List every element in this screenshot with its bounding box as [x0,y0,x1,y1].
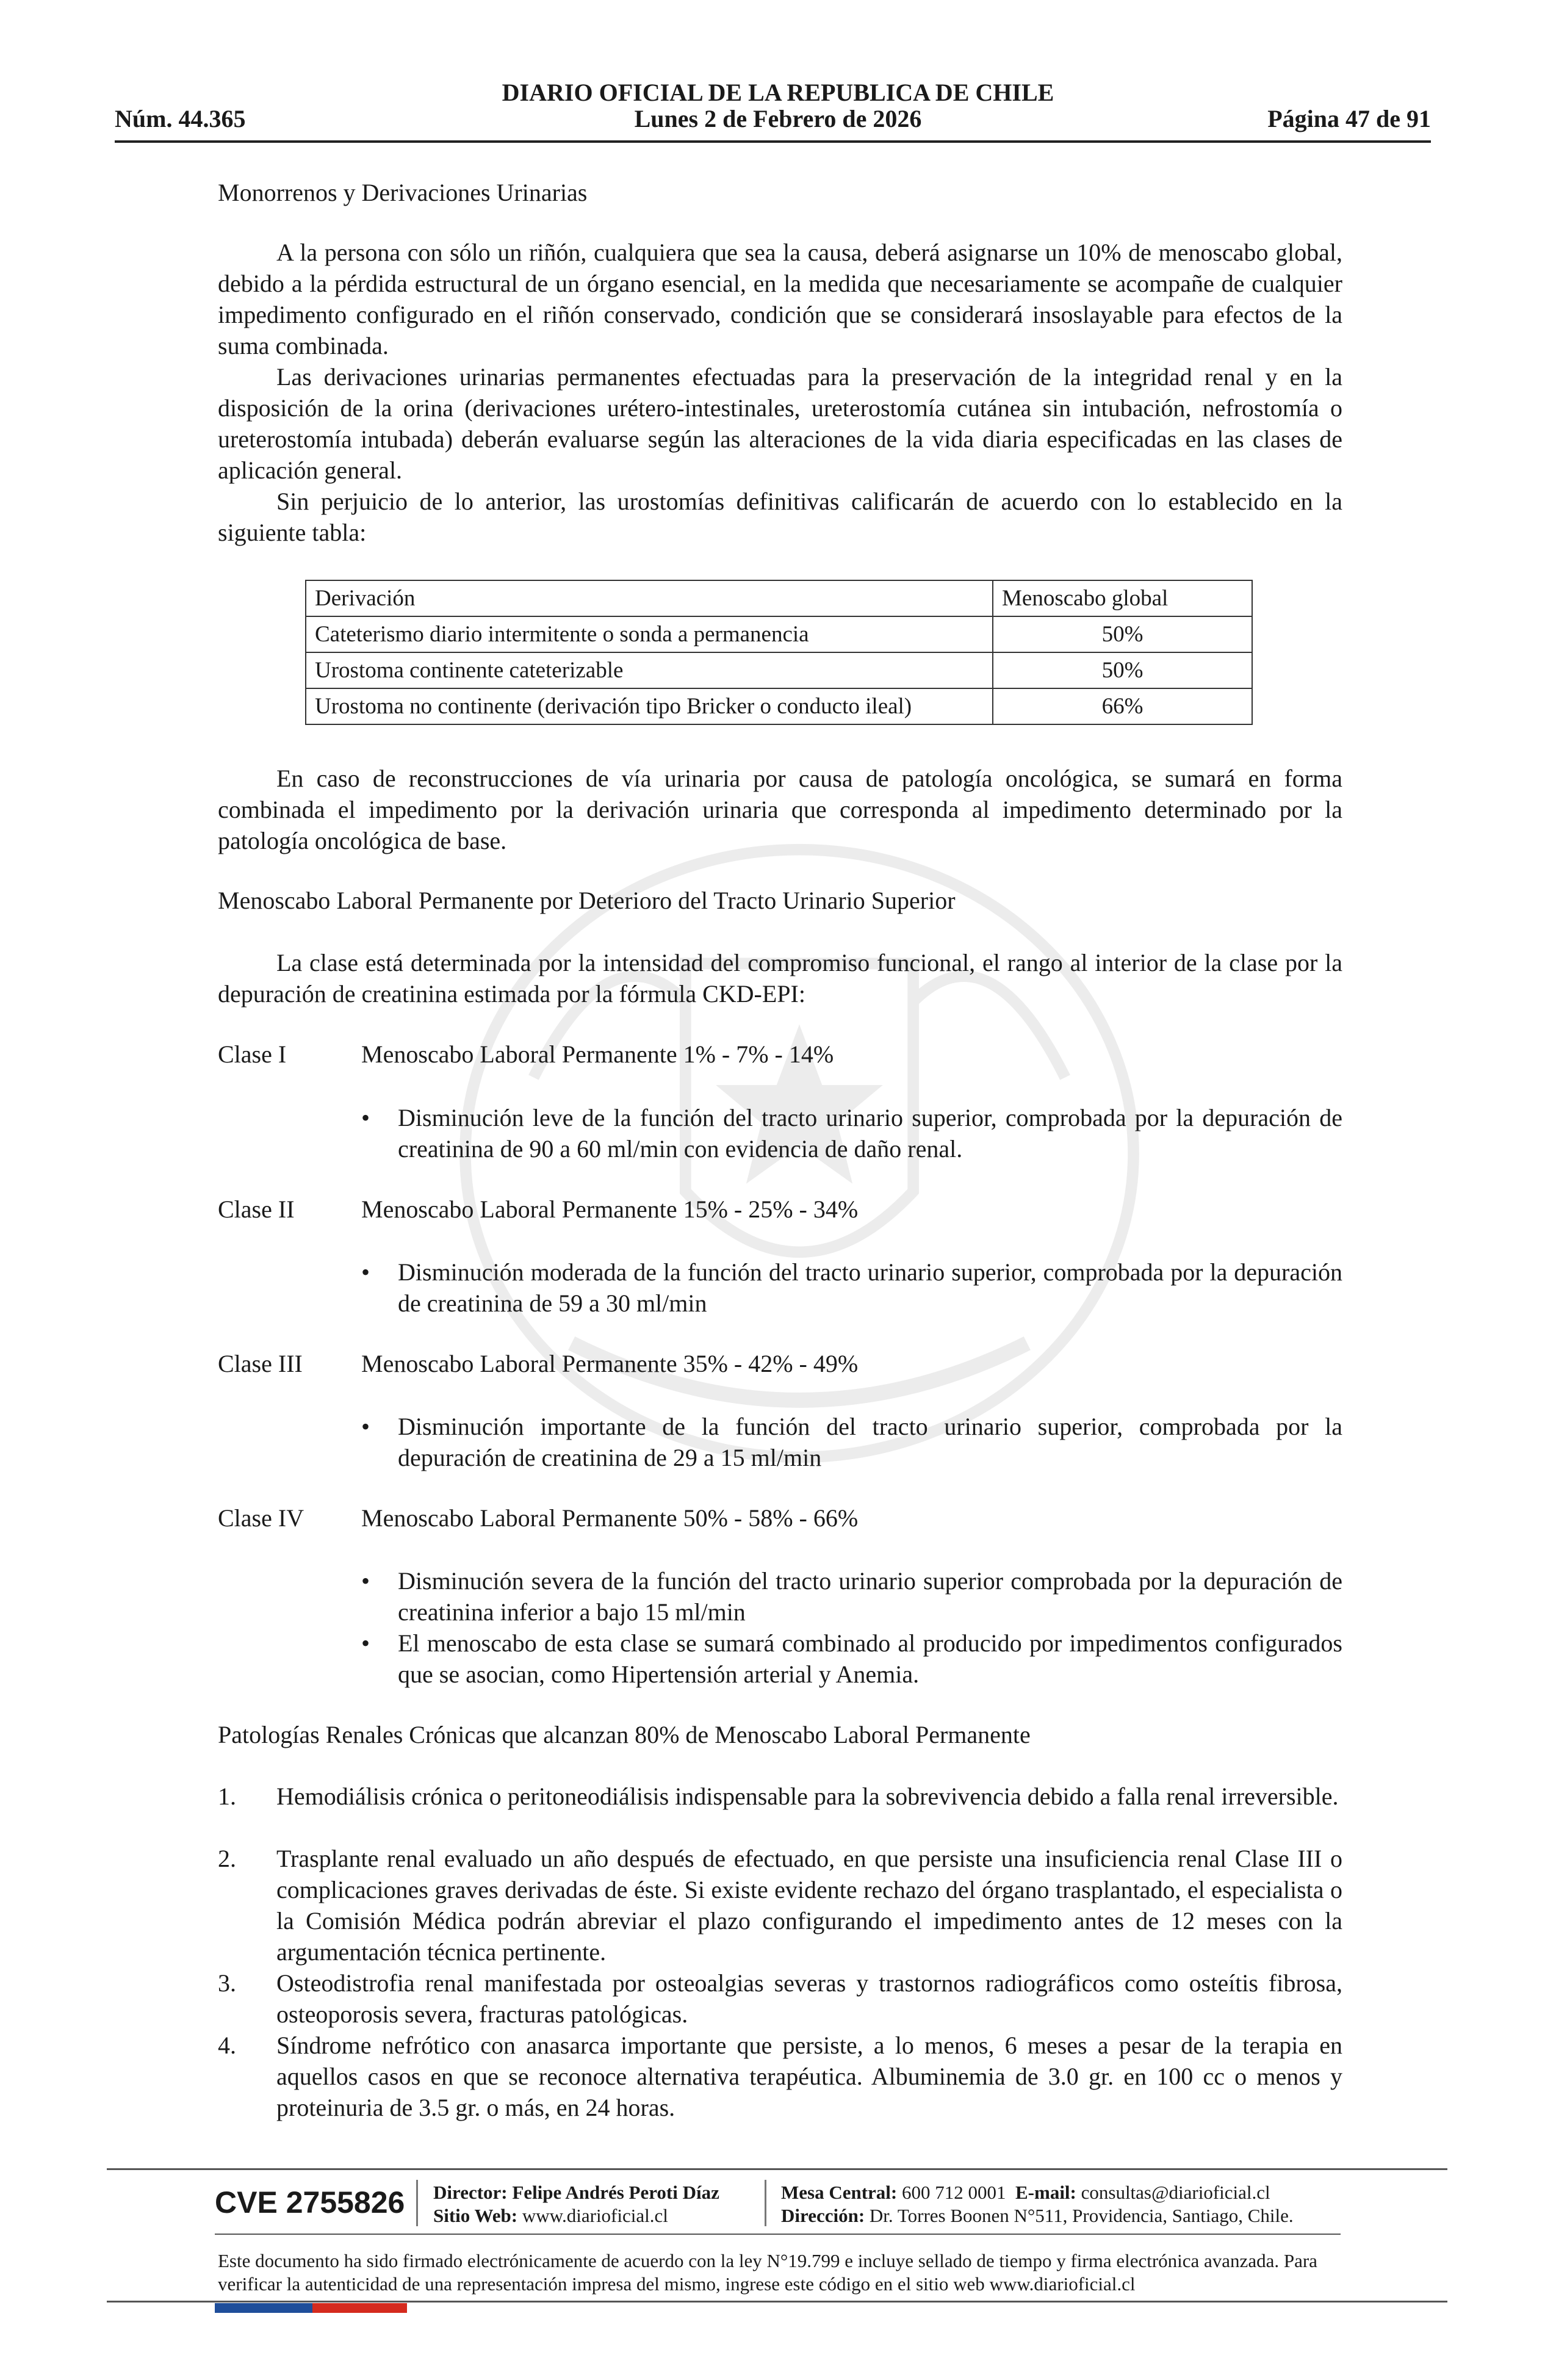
section1-paragraphs [218,237,1342,548]
table-cell-derivacion: Cateterismo diario intermitente o sonda a permanencia [306,616,993,652]
list-number: 4. [218,2032,236,2059]
class-label: Clase III [218,1350,303,1377]
email-link[interactable]: consultas@diarioficial.cl [1081,2182,1270,2203]
bullet-text: El menoscabo de esta clase se sumará combinado al producido por impedimentos configurados que se asocian, como Hipertensión arterial y Anemia. [398,1629,1342,1688]
bullet-icon: • [361,1104,370,1131]
footer-separator [416,2180,418,2226]
list-text: Osteodistrofia renal manifestada por osteoalgias severas y trastornos radiográficos como osteítis fibrosa, osteoporosis severa, fracturas patológicas. [276,1969,1342,2028]
newspaper-title: DIARIO OFICIAL DE LA REPUBLICA DE CHILE [502,79,1054,106]
director-label: Director: [433,2182,508,2203]
page-number: Página 47 de 91 [1267,105,1431,132]
list-text: Síndrome nefrótico con anasarca importante que persiste, a lo menos, 6 meses a pesar de la terapia en aquellos casos en que se reconoce alternativa terapéutica. Albuminemia de 3.0 gr. en 100 cc o menos y proteinuria de 3.5 gr. o más, en 24 horas. [276,2032,1342,2121]
footer-mid-divider [215,2234,1341,2235]
bullet-text: Disminución leve de la función del tracto urinario superior, comprobada por la depuración de creatinina de 90 a 60 ml/min con evidencia de daño renal. [398,1104,1342,1163]
table-row [306,688,1252,724]
list-item [218,1967,1342,2030]
footer-contact [781,2181,1270,2204]
list-number: 2. [218,1845,236,1872]
header-divider [115,140,1431,143]
flag-blue-bar [215,2303,312,2313]
class-range: Menoscabo Laboral Permanente 1% - 7% - 14% [361,1040,834,1068]
flag-red-bar [312,2303,407,2313]
table-cell-menoscabo: 66% [993,688,1252,724]
website-label: Sitio Web: [433,2205,518,2226]
table-cell-derivacion: Urostoma no continente (derivación tipo Bricker o conducto ileal) [306,688,993,724]
paragraph: La clase está determinada por la intensidad del compromiso funcional, el rango al interior de la clase por la depuración de creatinina estimada por la fórmula CKD-EPI: [218,949,1342,1008]
table-cell-menoscabo: 50% [993,652,1252,688]
address-label: Dirección: [781,2205,865,2226]
table-header-row [306,580,1252,616]
section-heading-tracto-urinario: Menoscabo Laboral Permanente por Deterioro del Tracto Urinario Superior [218,887,956,914]
issue-date: Lunes 2 de Febrero de 2026 [634,105,922,132]
bullet-item [361,1565,1342,1628]
bullet-icon: • [361,1258,370,1286]
footer-director [433,2181,719,2204]
footer-address [781,2204,1294,2227]
legal-notice: Este documento ha sido firmado electrónicamente de acuerdo con la ley N°19.799 e incluye sellado de tiempo y firma electrónica avanzada. Para verificar la autenticidad de una representación impresa del mismo, ingrese este código en el sitio web www.diarioficial.cl [218,2250,1317,2295]
list-text: Trasplante renal evaluado un año después de efectuado, en que persiste una insuficiencia renal Clase III o complicaciones graves derivadas de éste. Si existe evidente rechazo del órgano trasplantado, el especialista o la Comisión Médica podrán abreviar el plazo configurando el impedimento antes de 12 meses con la argumentación técnica pertinente. [276,1845,1342,1966]
class-label: Clase IV [218,1504,304,1532]
paragraph: Las derivaciones urinarias permanentes efectuadas para la preservación de la integridad renal y en la disposición de la orina (derivaciones urétero-intestinales, ureterostomía cutánea sin intubación, nefrostomía o ureterostomía intubada) deberán evaluarse según las alteraciones de la vida diaria especificadas en las clases de aplicación general. [218,363,1342,484]
bullet-text: Disminución moderada de la función del tracto urinario superior, comprobada por la depuración de creatinina de 59 a 30 ml/min [398,1258,1342,1317]
footer-top-divider [107,2168,1447,2170]
footer-website [433,2204,668,2227]
section-heading-monorrenos: Monorrenos y Derivaciones Urinarias [218,179,588,206]
bullet-item [361,1102,1342,1164]
list-number: 1. [218,1783,236,1810]
bullet-icon: • [361,1413,370,1440]
bullet-icon: • [361,1629,370,1657]
urostomy-table [305,580,1253,725]
email-label: E-mail: [1015,2182,1076,2203]
class-range: Menoscabo Laboral Permanente 15% - 25% - 34% [361,1195,859,1223]
list-number: 3. [218,1969,236,1997]
section-heading-patologias: Patologías Renales Crónicas que alcanzan 80% de Menoscabo Laboral Permanente [218,1721,1031,1748]
paragraph: Sin perjuicio de lo anterior, las urostomías definitivas calificarán de acuerdo con lo establecido en la siguiente tabla: [218,488,1342,546]
address-value: Dr. Torres Boonen N°511, Providencia, Santiago, Chile. [869,2205,1294,2226]
class-range: Menoscabo Laboral Permanente 50% - 58% - 66% [361,1504,859,1532]
table-header-derivacion: Derivación [306,580,993,616]
director-name: Felipe Andrés Peroti Díaz [512,2182,719,2203]
bullet-item [361,1411,1342,1473]
class-range: Menoscabo Laboral Permanente 35% - 42% - 49% [361,1350,859,1377]
footer-bottom-divider [107,2301,1447,2302]
table-header-menoscabo: Menoscabo global [993,580,1252,616]
footer-separator [765,2180,766,2226]
list-text: Hemodiálisis crónica o peritoneodiálisis indispensable para la sobrevivencia debido a falla renal irreversible. [276,1783,1339,1810]
section2-intro-wrap [218,947,1342,1009]
list-item [218,1843,1342,1967]
bullet-text: Disminución importante de la función del tracto urinario superior, comprobada por la depuración de creatinina de 29 a 15 ml/min [398,1413,1342,1471]
table-cell-menoscabo: 50% [993,616,1252,652]
issue-number: Núm. 44.365 [115,105,246,132]
cve-code: CVE 2755826 [215,2185,405,2220]
table-row [306,652,1252,688]
after-table-paragraph-wrap [218,763,1342,856]
bullet-item [361,1257,1342,1319]
mesa-label: Mesa Central: [781,2182,898,2203]
list-item [218,1781,1342,1812]
class-label: Clase II [218,1195,295,1223]
bullet-icon: • [361,1567,370,1595]
website-link[interactable]: www.diarioficial.cl [522,2205,668,2226]
bullet-text: Disminución severa de la función del tracto urinario superior comprobada por la depuración de creatinina inferior a bajo 15 ml/min [398,1567,1342,1626]
paragraph: A la persona con sólo un riñón, cualquiera que sea la causa, deberá asignarse un 10% de menoscabo global, debido a la pérdida estructural de un órgano esencial, en la medida que necesariamente se acompañe de cualquier impedimento configurado en el riñón conservado, condición que se considerará insoslayable para efectos de la suma combinada. [218,239,1342,359]
list-item [218,2030,1342,2123]
table-row [306,616,1252,652]
mesa-phone: 600 712 0001 [902,2182,1006,2203]
class-label: Clase I [218,1040,287,1068]
table-cell-derivacion: Urostoma continente cateterizable [306,652,993,688]
bullet-item [361,1628,1342,1690]
paragraph: En caso de reconstrucciones de vía urinaria por causa de patología oncológica, se sumará en forma combinada el impedimento por la derivación urinaria que corresponda al impedimento determinado por la patología oncológica de base. [218,765,1342,854]
